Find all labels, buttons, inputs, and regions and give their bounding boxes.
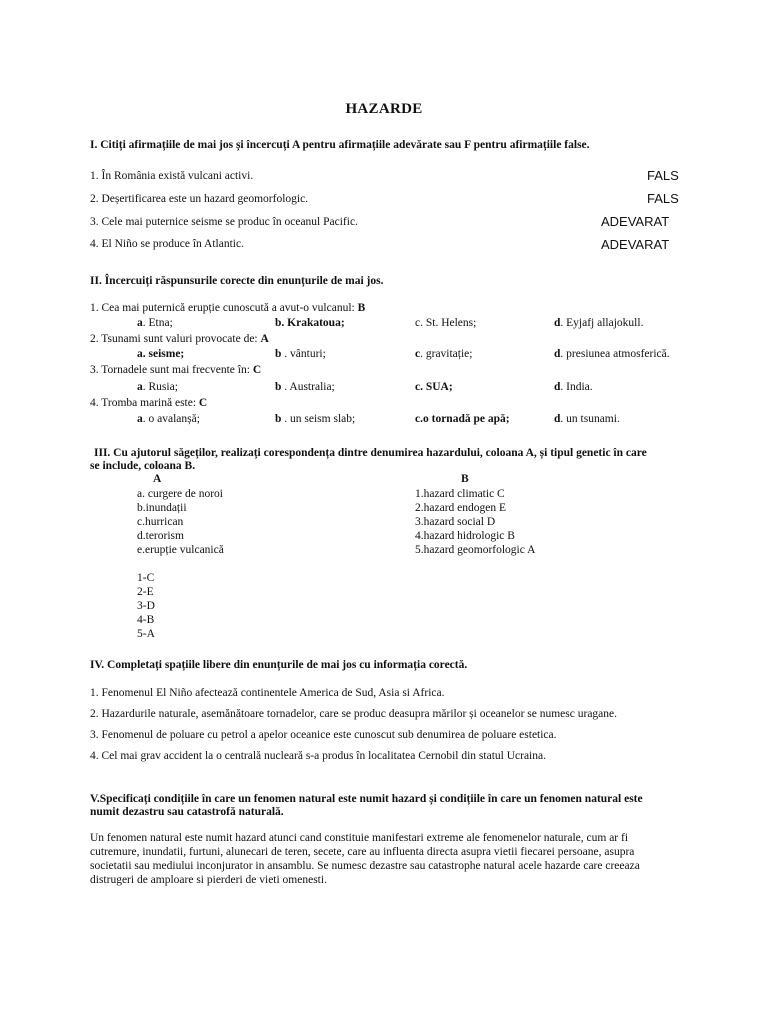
s2-option: c. St. Helens; bbox=[415, 317, 477, 329]
section-5-header: V.Specificați condițiile în care un fenomen natural este numit hazard și condițiile în care un fenomen natural este bbox=[90, 793, 643, 805]
s2-question-text: 1. Cea mai puternică erupție cunoscută a avut-o vulcanul: bbox=[90, 302, 355, 314]
s2-question bbox=[90, 364, 261, 376]
column-b-item: 1.hazard climatic C bbox=[415, 488, 505, 500]
s5-answer-line: Un fenomen natural este numit hazard atunci cand constituie manifestari extreme ale fenomenelor naturale, cum ar fi bbox=[90, 832, 629, 844]
s2-option: a. seisme; bbox=[137, 348, 185, 360]
s2-option: b . vânturi; bbox=[275, 348, 326, 360]
s4-item: 2. Hazardurile naturale, asemănătoare tornadelor, care se produc deasupra mărilor și oceanelor se numesc uragane. bbox=[90, 708, 618, 720]
s2-question-answer: B bbox=[357, 302, 366, 314]
pair-answer: 1-C bbox=[137, 572, 155, 584]
s2-question bbox=[90, 333, 269, 345]
s1-statement: 3. Cele mai puternice seisme se produc în oceanul Pacific. bbox=[90, 216, 358, 228]
column-b-item: 4.hazard hidrologic B bbox=[415, 530, 515, 542]
s2-question bbox=[90, 397, 207, 409]
s2-option: b . un seism slab; bbox=[275, 413, 356, 425]
section-5-header-cont: numit dezastru sau catastrofă naturală. bbox=[90, 806, 284, 818]
s2-question-text: 2. Tsunami sunt valuri provocate de: bbox=[90, 333, 258, 345]
s4-item: 3. Fenomenul de poluare cu petrol a apelor oceanice este cunoscut sub denumirea de poluare estetica. bbox=[90, 729, 557, 741]
pair-answer: 5-A bbox=[137, 628, 155, 640]
s2-option: a. Rusia; bbox=[137, 381, 178, 393]
column-a-item: a. curgere de noroi bbox=[137, 488, 223, 500]
s2-question-answer: A bbox=[260, 333, 269, 345]
column-b-item: 3.hazard social D bbox=[415, 516, 496, 528]
s2-question-text: 3. Tornadele sunt mai frecvente în: bbox=[90, 364, 250, 376]
s2-option: d. un tsunami. bbox=[554, 413, 620, 425]
column-b-item: 5.hazard geomorfologic A bbox=[415, 544, 536, 556]
section-3-header-cont: se include, coloana B. bbox=[90, 460, 196, 472]
section-2-header: II. Încercuiți răspunsurile corecte din enunțurile de mai jos. bbox=[90, 275, 384, 287]
s2-option: c.o tornadă pe apă; bbox=[415, 413, 510, 425]
s2-option: a. o avalanșă; bbox=[137, 413, 200, 425]
pair-answer: 4-B bbox=[137, 614, 155, 626]
page-title: HAZARDE bbox=[345, 101, 423, 117]
section-1-header: I. Citiți afirmațiile de mai jos și încercuți A pentru afirmațiile adevărate sau F pentru afirmațiile false. bbox=[90, 139, 590, 151]
s2-option: b . Australia; bbox=[275, 381, 335, 393]
column-b-item: 2.hazard endogen E bbox=[415, 502, 507, 514]
s2-question-text: 4. Tromba marină este: bbox=[90, 397, 197, 409]
s1-answer: FALS bbox=[647, 191, 679, 206]
pair-answer: 3-D bbox=[137, 600, 155, 612]
s2-option: c. SUA; bbox=[415, 381, 453, 393]
s2-question-answer: C bbox=[198, 397, 208, 409]
s1-statement: 2. Deșertificarea este un hazard geomorfologic. bbox=[90, 193, 309, 205]
s2-option: d. India. bbox=[554, 381, 593, 393]
s2-option: b. Krakatoua; bbox=[275, 317, 345, 329]
column-a-item: e.erupție vulcanică bbox=[137, 544, 224, 556]
section-3-header: III. Cu ajutorul săgeților, realizați corespondența dintre denumirea hazardului, coloana A, și tipul genetic în care bbox=[94, 447, 647, 459]
s5-answer-line: distrugeri de amploare si pierderi de vieti omenesti. bbox=[90, 874, 327, 886]
section-4-header: IV. Completați spațiile libere din enunțurile de mai jos cu informația corectă. bbox=[90, 659, 468, 671]
column-a-item: d.terorism bbox=[137, 530, 184, 542]
column-b-label: B bbox=[461, 473, 469, 485]
s2-question-answer: C bbox=[252, 364, 262, 376]
column-a-item: c.hurrican bbox=[137, 516, 184, 528]
s1-answer: ADEVARAT bbox=[601, 237, 670, 252]
column-a-item: b.inundații bbox=[137, 502, 187, 514]
s4-item: 1. Fenomenul El Niño afectează continentele America de Sud, Asia si Africa. bbox=[90, 687, 445, 699]
pair-answer: 2-E bbox=[137, 586, 154, 598]
s2-option: c. gravitație; bbox=[415, 348, 473, 360]
column-a-label: A bbox=[153, 473, 162, 485]
s4-item: 4. Cel mai grav accident la o centrală nucleară s-a produs în localitatea Cernobil din statul Ucraina. bbox=[90, 750, 546, 762]
s2-question bbox=[90, 302, 365, 314]
s2-option: d. Eyjafj allajokull. bbox=[554, 317, 644, 329]
s5-answer-line: cutremure, inundatii, furtuni, alunecari de teren, secete, care au influenta directa asupra vietii fiecarei persoane, asupra bbox=[90, 846, 635, 858]
s2-option: d. presiunea atmosferică. bbox=[554, 348, 670, 360]
s2-option: a. Etna; bbox=[137, 317, 173, 329]
s1-answer: FALS bbox=[647, 168, 679, 183]
s5-answer-line: societatii sau mediului inconjurator in ansamblu. Se numesc dezastre sau catastrophe natural acele hazarde care creeaza bbox=[90, 860, 640, 872]
s1-answer: ADEVARAT bbox=[601, 214, 670, 229]
s1-statement: 1. În România există vulcani activi. bbox=[90, 170, 254, 182]
s1-statement: 4. El Niño se produce în Atlantic. bbox=[90, 238, 244, 250]
